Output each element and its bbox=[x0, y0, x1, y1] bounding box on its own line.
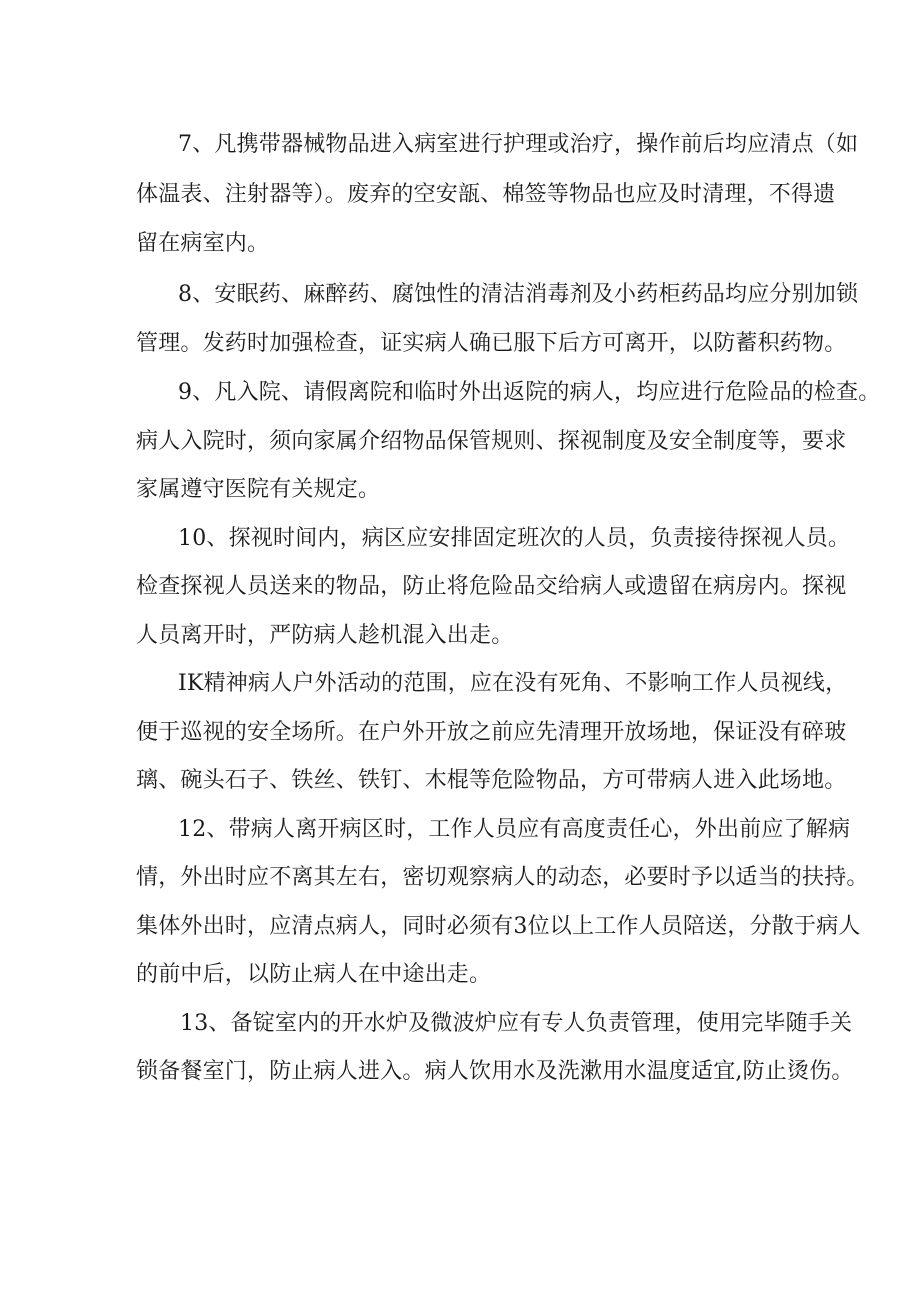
paragraph-line: 留在病室内。 bbox=[136, 231, 270, 256]
paragraph-line: 家属遵守医院有关规定。 bbox=[136, 477, 381, 502]
paragraph-line: 检查探视人员送来的物品，防止将危险品交给病人或遗留在病房内。探视 bbox=[136, 574, 847, 599]
paragraph-line: 人员离开时，严防病人趁机混入出走。 bbox=[136, 623, 514, 648]
paragraph-line: 8、安眠药、麻醉药、腐蚀性的清洁消毒剂及小药柜药品均应分别加锁 bbox=[178, 282, 859, 307]
paragraph-line: 集体外出时，应清点病人，同时必须有3位以上工作人员陪送，分散于病人 bbox=[136, 914, 861, 939]
paragraph-line: 锁备餐室门，防止病人进入。病人饮用水及洗漱用水温度适宜,防止烫伤。 bbox=[136, 1059, 854, 1084]
paragraph-line: 12、带病人离开病区时，工作人员应有高度责任心，外出前应了解病 bbox=[178, 817, 851, 842]
paragraph-line: 病人入院时，须向家属介绍物品保管规则、探视制度及安全制度等，要求 bbox=[136, 429, 847, 454]
paragraph-line: IK精神病人户外活动的范围，应在没有死角、不影响工作人员视线， bbox=[178, 671, 848, 696]
paragraph-line: 的前中后，以防止病人在中途出走。 bbox=[136, 962, 492, 987]
paragraph-line: 体温表、注射器等）。废弃的空安瓿、棉签等物品也应及时清理，不得遗 bbox=[136, 182, 836, 207]
paragraph-line: 13、备锭室内的开水炉及微波炉应有专人负责管理，使用完毕随手关 bbox=[180, 1011, 853, 1036]
paragraph-line: 管理。发药时加强检查，证实病人确已服下后方可离开，以防蓄积药物。 bbox=[136, 331, 847, 356]
paragraph-line: 9、凡入院、请假离院和临时外出返院的病人，均应进行危险品的检查。 bbox=[178, 380, 881, 405]
paragraph-line: 10、探视时间内，病区应安排固定班次的人员，负责接待探视人员。 bbox=[178, 526, 851, 551]
paragraph-line: 璃、碗头石子、铁丝、铁钉、木棍等危险物品，方可带病人进入此场地。 bbox=[136, 768, 847, 793]
paragraph-line: 7、凡携带器械物品进入病室进行护理或治疗，操作前后均应清点（如 bbox=[178, 132, 859, 157]
paragraph-line: 情，外出时应不离其左右，密切观察病人的动态，必要时予以适当的扶持。 bbox=[136, 865, 869, 890]
paragraph-line: 便于巡视的安全场所。在户外开放之前应先清理开放场地，保证没有碎玻 bbox=[136, 720, 847, 745]
